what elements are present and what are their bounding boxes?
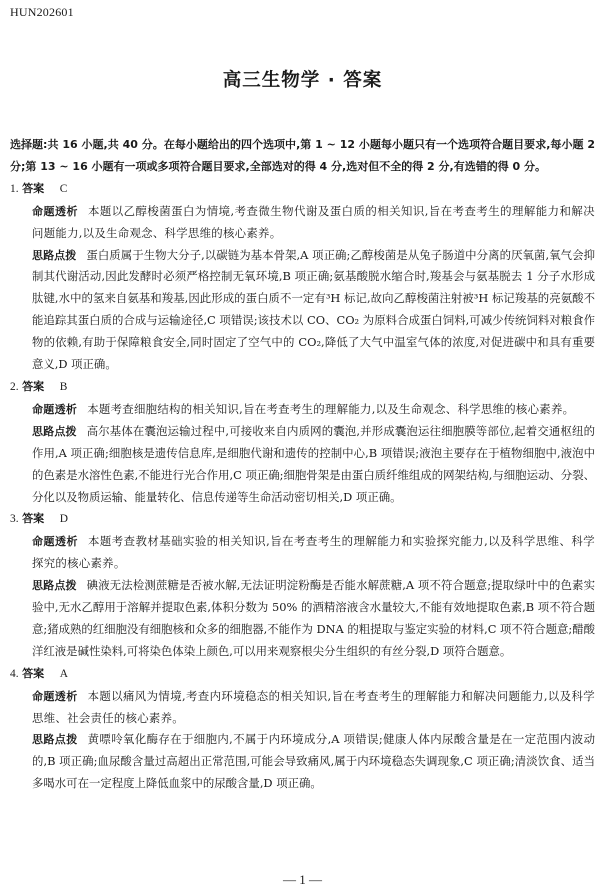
hint-paragraph [10, 421, 595, 509]
question-header [10, 376, 595, 399]
answer-label: 答案 [22, 512, 45, 526]
question-header [10, 663, 595, 686]
answer-label: 答案 [22, 379, 45, 393]
hint-text: 蛋白质属于生物大分子,以碳链为基本骨架,A 项正确;乙醇梭菌是从兔子肠道中分离的厌氧菌,氧气会抑制其代谢活动,因此发酵时必须严格控制无氧环境,B 项正确;氨基酸脱水缩合时,羧基会与氨基脱去 1 分子水形成肽键,水中的氢来自氨基和羧基,因此形成的蛋白质不一定有³H 标记,故向乙醇梭菌注射被³H 标记羧基的亮氨酸不能追踪其蛋白质的合成与运输途径,C 项错误;该技术以 CO、CO₂ 为原料合成蛋白饲料,可减少传统饲料对粮食作物的依赖,有助于保障粮食安全,同时固定了空气中的 CO₂,降低了大气中温室气体的浓度,对促进碳中和具有重要意义,D 项正确。 [32, 247, 596, 372]
question-header [10, 508, 595, 531]
analysis-label: 命题透析 [32, 402, 78, 416]
analysis-paragraph [10, 686, 595, 730]
hint-paragraph [10, 729, 595, 795]
hint-paragraph [10, 245, 595, 376]
analysis-paragraph [10, 201, 595, 245]
analysis-text: 本题考查教材基础实验的相关知识,旨在考查考生的理解能力和实验探究能力,以及科学思维、科学探究的核心素养。 [32, 534, 595, 571]
hint-label: 思路点拨 [32, 579, 77, 593]
question-number: 4. [10, 667, 19, 680]
analysis-text: 本题以乙醇梭菌蛋白为情境,考查微生物代谢及蛋白质的相关知识,旨在考查考生的理解能力和解决问题能力,以及生命观念、科学思维的核心素养。 [32, 203, 595, 240]
hint-text: 碘液无法检测蔗糖是否被水解,无法证明淀粉酶是否能水解蔗糖,A 项不符合题意;提取绿叶中的色素实验中,无水乙醇用于溶解并提取色素,体积分数为 50% 的酒精溶液含水量较大,不能有效地提取色素,B 项不符合题意;猪成熟的红细胞没有细胞核和众多的细胞器,不能作为 DNA 的粗提取与鉴定实验的材料,C 项不符合题意;醋酸洋红液是碱性染料,可将染色体染上颜色,可以用来观察根尖分生组织的有丝分裂,D 项符合题意。 [32, 578, 596, 658]
answer-value: B [59, 380, 68, 393]
answer-value: D [59, 513, 69, 526]
page-number: — 1 — [283, 872, 322, 887]
question-2 [10, 376, 595, 508]
document-code: HUN202601 [10, 5, 74, 19]
analysis-text: 本题考查细胞结构的相关知识,旨在考查考生的理解能力,以及生命观念、科学思维的核心素养。 [87, 401, 575, 416]
hint-text: 高尔基体在囊泡运输过程中,可接收来自内质网的囊泡,并形成囊泡运往细胞膜等部位,起着交通枢纽的作用,A 项正确;细胞核是遗传信息库,是细胞代谢和遗传的控制中心,B 项错误;液泡主要存在于植物细胞中,液泡中的色素是水溶性色素,不能进行光合作用,C 项正确;细胞骨架是由蛋白质纤维组成的网架结构,与细胞运动、分裂、分化以及物质运输、能量转化、信息传递等生命活动密切相关,D 项正确。 [32, 423, 595, 504]
question-number: 1. [10, 182, 19, 195]
analysis-label: 命题透析 [32, 204, 78, 218]
hint-label: 思路点拨 [32, 424, 77, 438]
answer-label: 答案 [22, 181, 45, 195]
answer-label: 答案 [22, 666, 45, 680]
analysis-label: 命题透析 [32, 535, 78, 549]
hint-label: 思路点拨 [32, 248, 77, 262]
answer-content [10, 134, 595, 795]
analysis-label: 命题透析 [32, 689, 78, 703]
answer-value: C [59, 182, 68, 195]
analysis-paragraph [10, 531, 595, 575]
analysis-paragraph [10, 399, 595, 421]
page-title: 高三生物学 · 答案 [222, 70, 383, 91]
question-4 [10, 663, 595, 795]
hint-text: 黄嘌呤氧化酶存在于细胞内,不属于内环境成分,A 项错误;健康人体内尿酸含量是在一定范围内波动的,B 项正确;血尿酸含量过高超出正常范围,可能会导致痛风,属于内环境稳态失调现象,C 项正确;清淡饮食、适当多喝水可在一定程度上降低血浆中的尿酸含量,D 项正确。 [32, 732, 595, 791]
question-3 [10, 508, 595, 662]
hint-label: 思路点拨 [32, 733, 78, 747]
hint-paragraph [10, 575, 595, 663]
answer-value: A [59, 667, 69, 680]
question-number: 2. [10, 380, 19, 393]
question-header [10, 178, 595, 201]
question-number: 3. [10, 513, 19, 526]
instructions: 选择题:共 16 小题,共 40 分。在每小题给出的四个选项中,第 1 ~ 12 小题每小题只有一个选项符合题目要求,每小题 2 分;第 13 ~ 16 小题有一项或多项符合题目要求,全部选对的得 4 分,选对但不全的得 2 分,有选错的得 0 分。 [10, 138, 595, 173]
question-1 [10, 178, 595, 376]
analysis-text: 本题以痛风为情境,考查内环境稳态的相关知识,旨在考查考生的理解能力和解决问题能力,以及科学思维、社会责任的核心素养。 [32, 688, 595, 725]
